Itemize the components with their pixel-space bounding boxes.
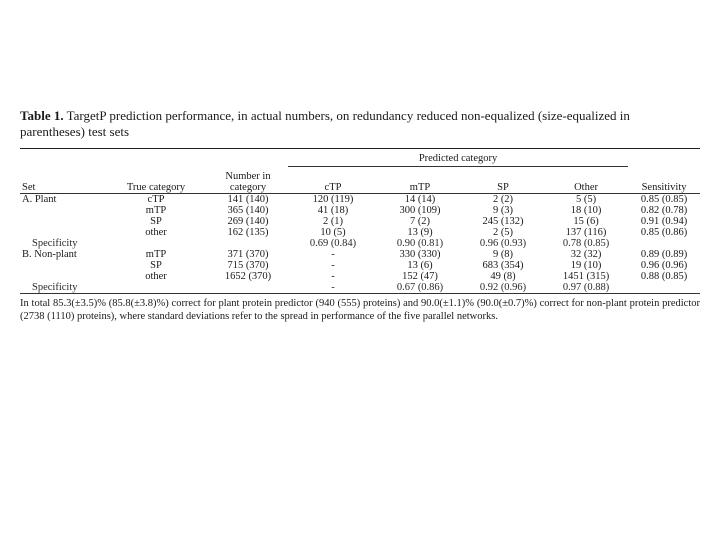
paper-table-block xyxy=(20,108,700,333)
cell-sensitivity: 0.85 (0.86) xyxy=(640,226,688,238)
other-heading: Other xyxy=(544,167,628,194)
cell-true-category: mTP xyxy=(145,248,167,260)
cell-spec-other: 0.97 (0.88) xyxy=(544,282,628,294)
cell-number: 371 (370) xyxy=(227,248,269,260)
set-label-nonplant: B. Non-plant xyxy=(22,248,77,260)
cell-other: 5 (5) xyxy=(575,193,597,205)
specificity-row-nonplant xyxy=(20,282,700,294)
ctp-heading: cTP xyxy=(288,167,378,194)
cell-other: 137 (116) xyxy=(565,226,607,238)
cell-spec-ctp: 0.69 (0.84) xyxy=(309,237,357,249)
cell-spec-other: 0.78 (0.85) xyxy=(562,237,610,249)
set-label-plant: A. Plant xyxy=(22,193,57,205)
cell-other: 1451 (315) xyxy=(562,270,610,282)
cell-ctp: 41 (18) xyxy=(317,204,349,216)
table-row xyxy=(20,260,700,271)
cell-spec-sp: 0.96 (0.93) xyxy=(479,237,527,249)
table-row xyxy=(20,227,700,238)
specificity-row-plant xyxy=(20,238,700,249)
cell-other: 32 (32) xyxy=(570,248,602,260)
sensitivity-heading: Sensitivity xyxy=(628,167,700,194)
number-heading-line1: Number in xyxy=(225,170,271,182)
cell-sp: 49 (8) xyxy=(490,270,516,282)
cell-sensitivity: 0.82 (0.78) xyxy=(640,204,688,216)
cell-ctp: 10 (5) xyxy=(320,226,346,238)
cell-mtp: 300 (109) xyxy=(399,204,441,216)
performance-table xyxy=(20,149,700,294)
cell-spec-sp: 0.92 (0.96) xyxy=(462,282,544,294)
set-heading: Set xyxy=(20,167,104,194)
cell-ctp: - xyxy=(331,259,335,271)
cell-ctp: - xyxy=(331,270,335,282)
sp-heading: SP xyxy=(462,167,544,194)
cell-ctp: 120 (119) xyxy=(312,193,354,205)
cell-sp: 683 (354) xyxy=(482,259,524,271)
table-row xyxy=(20,271,700,282)
table-footnote: In total 85.3(±3.5)% (85.8(±3.8)%) correct for plant protein predictor (940 (555) proteins) and 90.0(±1.1)% (90.0(±0.7)%) correct for non-plant protein predictor (2738 (1110) proteins), where standard deviations refer to the spread in performance of the five parallel networks. xyxy=(20,297,700,322)
cell-spec-mtp: 0.90 (0.81) xyxy=(396,237,444,249)
cell-number: 1652 (370) xyxy=(224,270,272,282)
cell-sensitivity: 0.88 (0.85) xyxy=(640,270,688,282)
table-caption-text: TargetP prediction performance, in actual numbers, on redundancy reduced non-equalized (size-equalized in parentheses) test sets xyxy=(20,108,630,139)
cell-ctp: - xyxy=(331,248,335,260)
cell-sensitivity: 0.91 (0.94) xyxy=(640,215,688,227)
table-row xyxy=(20,249,700,260)
cell-sp: 9 (3) xyxy=(492,204,514,216)
table-caption-label: Table 1. xyxy=(20,108,64,123)
specificity-label: Specificity xyxy=(20,282,104,294)
cell-spec-mtp: 0.67 (0.86) xyxy=(378,282,462,294)
cell-sp: 2 (5) xyxy=(492,226,514,238)
true-category-heading: True category xyxy=(104,167,208,194)
cell-true-category: other xyxy=(145,226,167,238)
cell-mtp: 152 (47) xyxy=(402,270,438,282)
table-caption xyxy=(20,108,700,140)
cell-true-category: mTP xyxy=(145,204,167,216)
specificity-label: Specificity xyxy=(32,237,78,249)
cell-other: 15 (6) xyxy=(573,215,599,227)
cell-sensitivity: 0.85 (0.85) xyxy=(640,193,688,205)
cell-spec-ctp: - xyxy=(288,282,378,294)
cell-number: 162 (135) xyxy=(227,226,269,238)
cell-mtp: 13 (9) xyxy=(407,226,433,238)
cell-number: 365 (140) xyxy=(227,204,269,216)
cell-other: 19 (10) xyxy=(570,259,602,271)
cell-sp: 2 (2) xyxy=(492,193,514,205)
header-row-1 xyxy=(20,149,700,167)
cell-true-category: other xyxy=(145,270,167,282)
number-heading-line2: category xyxy=(229,181,267,193)
cell-sp: 245 (132) xyxy=(482,215,524,227)
cell-mtp: 14 (14) xyxy=(404,193,436,205)
cell-sensitivity: 0.96 (0.96) xyxy=(640,259,688,271)
table-row xyxy=(20,193,700,205)
mtp-heading: mTP xyxy=(378,167,462,194)
cell-mtp: 7 (2) xyxy=(409,215,431,227)
cell-number: 269 (140) xyxy=(227,215,269,227)
table-row xyxy=(20,205,700,216)
cell-mtp: 330 (330) xyxy=(399,248,441,260)
cell-true-category: SP xyxy=(150,259,162,271)
cell-number: 141 (140) xyxy=(227,193,269,205)
cell-number: 715 (370) xyxy=(227,259,269,271)
cell-sensitivity: 0.89 (0.89) xyxy=(640,248,688,260)
cell-true-category: cTP xyxy=(147,193,165,205)
cell-true-category: SP xyxy=(150,215,162,227)
cell-other: 18 (10) xyxy=(570,204,602,216)
cell-ctp: 2 (1) xyxy=(322,215,344,227)
cell-mtp: 13 (6) xyxy=(407,259,433,271)
cell-sp: 9 (8) xyxy=(492,248,514,260)
table-row xyxy=(20,216,700,227)
predicted-category-heading: Predicted category xyxy=(288,149,628,167)
number-in-category-heading xyxy=(208,167,288,194)
header-row-2 xyxy=(20,167,700,194)
